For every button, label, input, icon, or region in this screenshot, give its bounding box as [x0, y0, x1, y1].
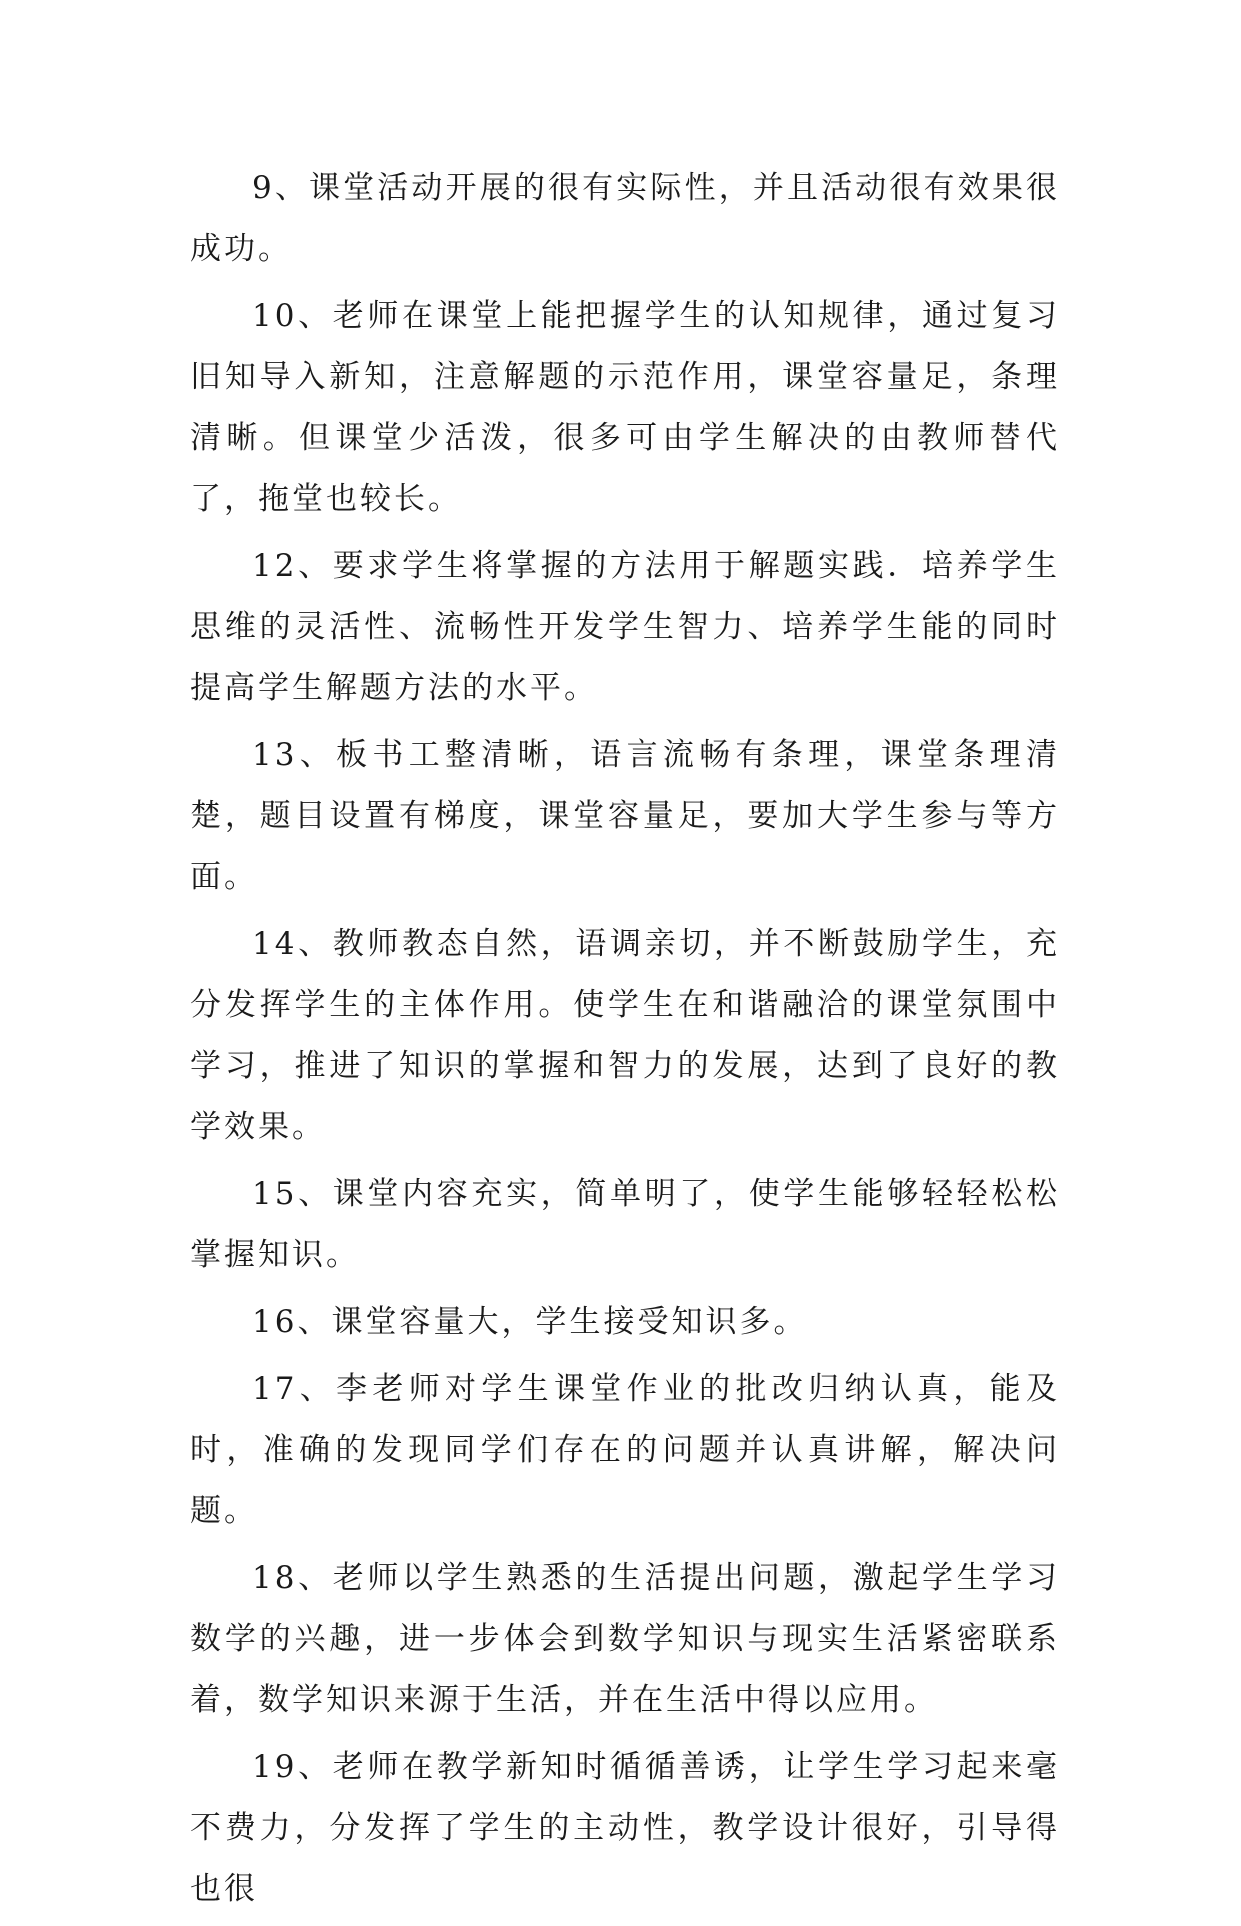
- paragraph-19: 19、老师在教学新知时循循善诱，让学生学习起来毫不费力，分发挥了学生的主动性，教学设计很好，引导得也很: [190, 1749, 1060, 1907]
- paragraph-17: 17、李老师对学生课堂作业的批改归纳认真，能及时，准确的发现同学们存在的问题并认真讲解，解决问题。: [190, 1371, 1060, 1529]
- paragraph-16: 16、课堂容量大，学生接受知识多。: [252, 1304, 808, 1340]
- paragraph-9: 9、课堂活动开展的很有实际性，并且活动很有效果很成功。: [190, 170, 1060, 267]
- paragraph-18: 18、老师以学生熟悉的生活提出问题，激起学生学习数学的兴趣，进一步体会到数学知识与现实生活紧密联系着，数学知识来源于生活，并在生活中得以应用。: [190, 1560, 1060, 1718]
- paragraph-13: 13、板书工整清晰，语言流畅有条理，课堂条理清楚，题目设置有梯度，课堂容量足，要加大学生参与等方面。: [190, 737, 1060, 895]
- document-body: [190, 158, 1060, 1926]
- paragraph-10: 10、老师在课堂上能把握学生的认知规律，通过复习旧知导入新知，注意解题的示范作用，课堂容量足，条理清晰。但课堂少活泼，很多可由学生解决的由教师替代了，拖堂也较长。: [190, 298, 1060, 517]
- paragraph-12: 12、要求学生将掌握的方法用于解题实践．培养学生思维的灵活性、流畅性开发学生智力、培养学生能的同时提高学生解题方法的水平。: [190, 548, 1060, 706]
- paragraph-15: 15、课堂内容充实，简单明了，使学生能够轻轻松松掌握知识。: [190, 1176, 1060, 1273]
- paragraph-14: 14、教师教态自然，语调亲切，并不断鼓励学生，充分发挥学生的主体作用。使学生在和谐融洽的课堂氛围中学习，推进了知识的掌握和智力的发展，达到了良好的教学效果。: [190, 926, 1060, 1145]
